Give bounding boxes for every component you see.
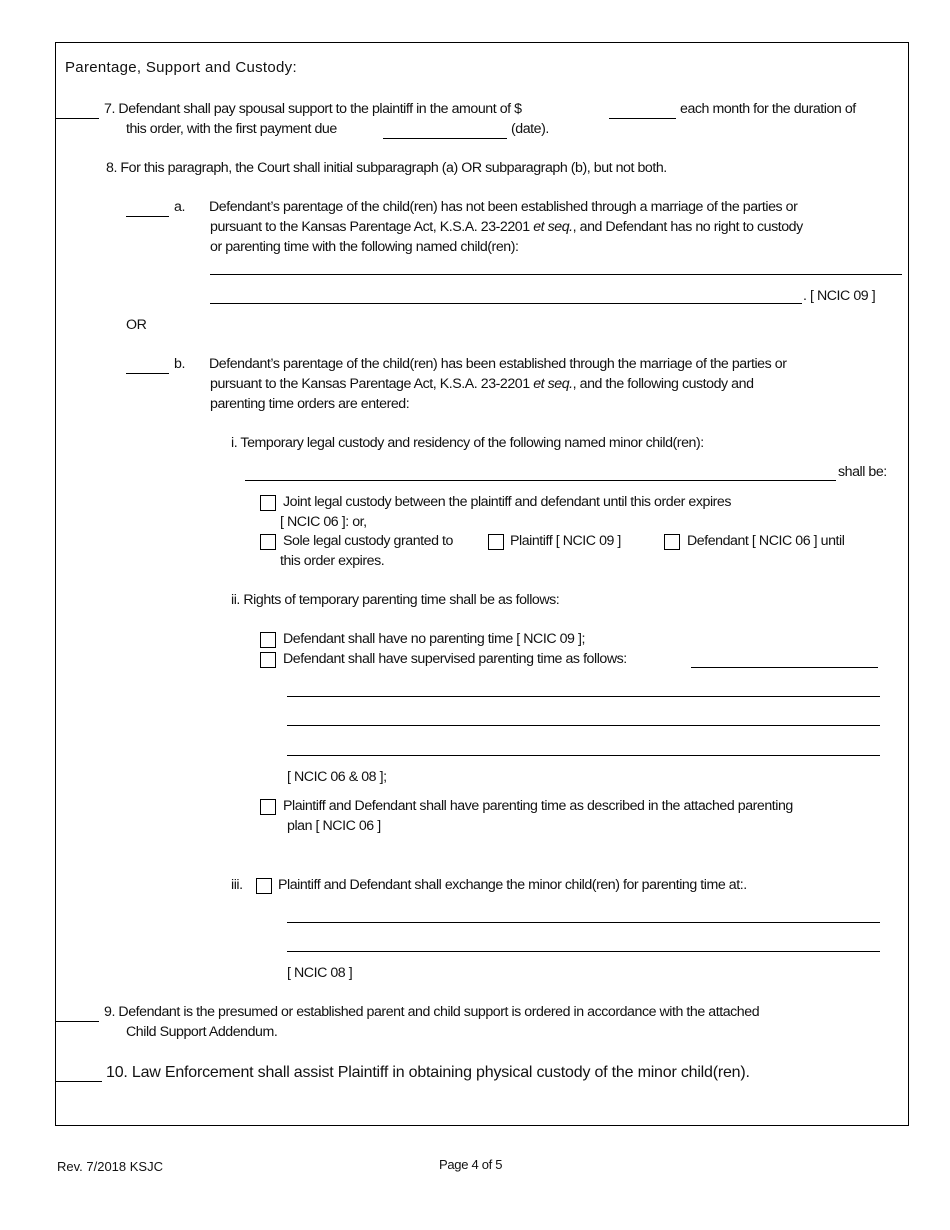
exchange-checkbox[interactable]: [256, 878, 272, 894]
p7-line1: 7. Defendant shall pay spousal support to the plaintiff in the amount of $: [104, 101, 522, 117]
sole-custody-checkbox[interactable]: [260, 534, 276, 550]
section-title: Parentage, Support and Custody:: [65, 59, 297, 76]
joint-custody-line2: [ NCIC 06 ]: or,: [280, 514, 367, 530]
sole-defendant-label: Defendant [ NCIC 06 ] until: [687, 533, 845, 549]
p10-initial-line[interactable]: [56, 1081, 102, 1082]
no-parenting-label: Defendant shall have no parenting time [ NCIC 09 ];: [283, 631, 585, 647]
p8a-line3: or parenting time with the following named child(ren):: [210, 239, 519, 255]
sole-custody-line2: this order expires.: [280, 553, 385, 569]
p8-intro: 8. For this paragraph, the Court shall initial subparagraph (a) OR subparagraph (b), but not both.: [106, 160, 667, 176]
p8a-line2: pursuant to the Kansas Parentage Act, K.S.A. 23-2201 et seq., and Defendant has no right to custody: [210, 219, 803, 235]
p10-text: 10. Law Enforcement shall assist Plaintiff in obtaining physical custody of the minor child(ren).: [106, 1064, 750, 1081]
first-payment-date-field[interactable]: [383, 138, 507, 139]
p8b-line3: parenting time orders are entered:: [210, 396, 410, 412]
joint-custody-line1: Joint legal custody between the plaintiff and defendant until this order expires: [283, 494, 732, 510]
sole-custody-text: Sole legal custody granted to: [283, 533, 453, 549]
supervised-ncic: [ NCIC 06 & 08 ];: [287, 769, 387, 785]
parenting-plan-line1: Plaintiff and Defendant shall have parenting time as described in the attached parenting: [283, 798, 793, 814]
supervised-field-1[interactable]: [691, 667, 878, 668]
joint-custody-checkbox[interactable]: [260, 495, 276, 511]
supervised-label: Defendant shall have supervised parenting time as follows:: [283, 651, 627, 667]
p8a-letter: a.: [174, 199, 185, 215]
p9-initial-line[interactable]: [56, 1021, 99, 1022]
sole-defendant-checkbox[interactable]: [664, 534, 680, 550]
supervised-field-4[interactable]: [287, 755, 880, 756]
p8a-initial-line[interactable]: [126, 216, 169, 217]
p8a-ncic: . [ NCIC 09 ]: [803, 288, 876, 304]
p9-line2: Child Support Addendum.: [126, 1024, 278, 1040]
p8b-letter: b.: [174, 356, 185, 372]
p8b-line1: Defendant’s parentage of the child(ren) has been established through the marriage of the parties or: [209, 356, 787, 372]
supervised-field-2[interactable]: [287, 696, 880, 697]
custody-children-field[interactable]: [245, 480, 836, 481]
or-label: OR: [126, 317, 147, 333]
p7-line2: this order, with the first payment due: [126, 121, 337, 137]
parenting-plan-checkbox[interactable]: [260, 799, 276, 815]
exchange-field-1[interactable]: [287, 922, 880, 923]
p8b-initial-line[interactable]: [126, 373, 169, 374]
supervised-checkbox[interactable]: [260, 652, 276, 668]
exchange-ncic: [ NCIC 08 ]: [287, 965, 353, 981]
p7-line2-end: (date).: [511, 121, 549, 137]
p8a-line1: Defendant’s parentage of the child(ren) has not been established through a marriage of the parties or: [209, 199, 798, 215]
supervised-field-3[interactable]: [287, 725, 880, 726]
exchange-label: iii.: [231, 877, 243, 893]
exchange-text: Plaintiff and Defendant shall exchange the minor child(ren) for parenting time at:.: [278, 877, 747, 893]
p8b-line2: pursuant to the Kansas Parentage Act, K.S.A. 23-2201 et seq., and the following custody and: [210, 376, 754, 392]
revision-label: Rev. 7/2018 KSJC: [57, 1159, 163, 1174]
spousal-amount-field[interactable]: [609, 118, 676, 119]
p8a-children-field-1[interactable]: [210, 274, 902, 275]
p7-line1-end: each month for the duration of: [680, 101, 856, 117]
sole-plaintiff-checkbox[interactable]: [488, 534, 504, 550]
exchange-field-2[interactable]: [287, 951, 880, 952]
shall-be-label: shall be:: [838, 464, 887, 480]
sole-plaintiff-label: Plaintiff [ NCIC 09 ]: [510, 533, 621, 549]
parenting-heading: ii. Rights of temporary parenting time shall be as follows:: [231, 592, 560, 608]
p8a-children-field-2[interactable]: [210, 303, 802, 304]
no-parenting-checkbox[interactable]: [260, 632, 276, 648]
parenting-plan-line2: plan [ NCIC 06 ]: [287, 818, 381, 834]
p7-initial-line[interactable]: [56, 118, 99, 119]
custody-heading: i. Temporary legal custody and residency of the following named minor child(ren):: [231, 435, 704, 451]
p9-line1: 9. Defendant is the presumed or established parent and child support is ordered in accordance with the attached: [104, 1004, 760, 1020]
page-number: Page 4 of 5: [439, 1157, 503, 1172]
